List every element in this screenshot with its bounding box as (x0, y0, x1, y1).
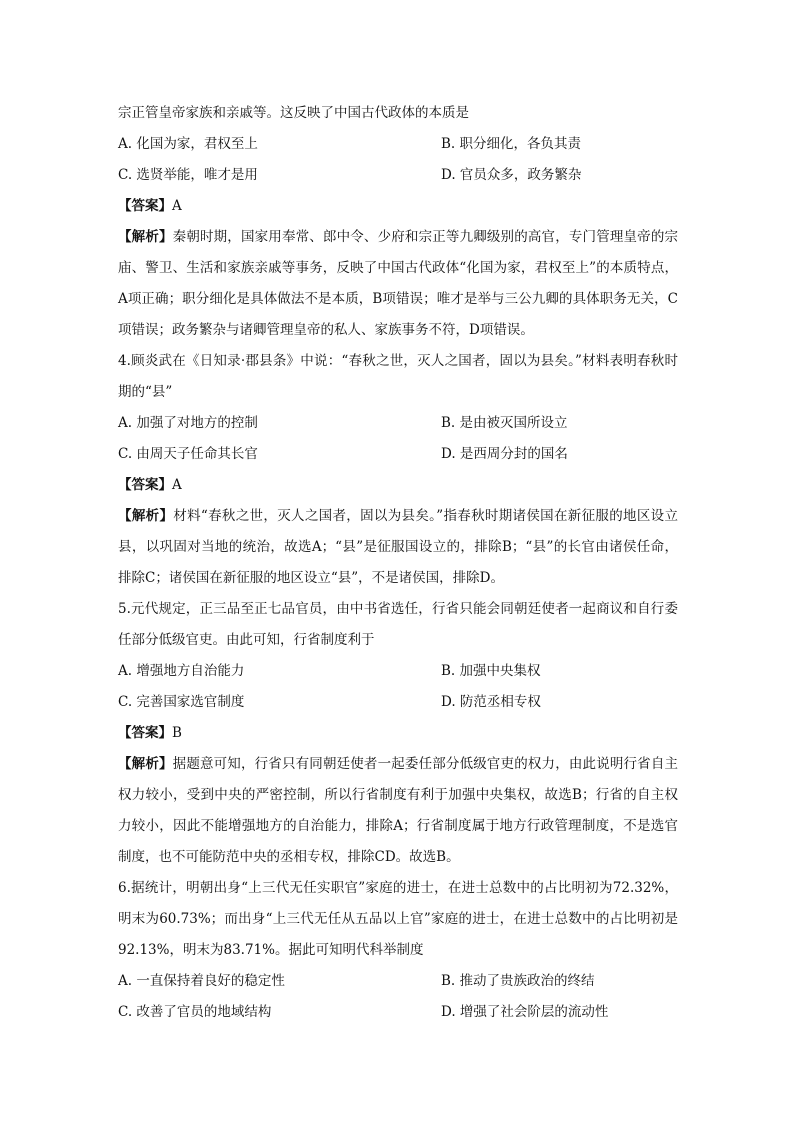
analysis-tag: 【解析】 (118, 508, 174, 524)
question-3-option-c: C. 选贤举能，唯才是用 (118, 167, 258, 183)
question-5-analysis (118, 749, 678, 873)
question-4-analysis (118, 501, 678, 594)
question-5-option-b: B. 加强中央集权 (441, 663, 541, 679)
question-5-stem: 5.元代规定，正三品至正七品官员，由中书省选任，行省只能会同朝廷使者一起商议和自行委任部分低级官吏。由此可知，行省制度利于 (118, 601, 678, 648)
analysis-tag: 【解析】 (118, 229, 173, 245)
question-6-option-d: D. 增强了社会阶层的流动性 (441, 1004, 609, 1020)
question-5-options-row-1 (118, 656, 678, 687)
question-6-stem: 6.据统计，明朝出身“上三代无任实职官”家庭的进士，在进士总数中的占比明初为72.32%，明末为60.73%；而出身“上三代无任从五品以上官”家庭的进士，在进士总数中的占比明初是92.13%，明末为83.71%。据此可知明代科举制度 (118, 880, 678, 958)
answer-value: A (172, 477, 182, 493)
analysis-text: 秦朝时期，国家用奉常、郎中令、少府和宗正等九卿级别的高官，专门管理皇帝的宗庙、警卫、生活和家族亲戚等事务，反映了中国古代政体“化国为家，君权至上”的本质特点，A项正确；职分细化是具体做法不是本质，B项错误；唯才是举与三公九卿的具体职务无关，C项错误；政务繁杂与诸卿管理皇帝的私人、家族事务不符，D项错误。 (118, 229, 679, 338)
question-3-option-a: A. 化国为家，君权至上 (118, 136, 258, 152)
question-5-options-row-2 (118, 687, 678, 718)
question-5-option-d: D. 防范丞相专权 (441, 694, 541, 710)
question-6-options-row-1 (118, 966, 678, 997)
question-5-option-a: A. 增强地方自治能力 (118, 663, 245, 679)
question-4-options-row-2 (118, 439, 678, 470)
answer-tag: 【答案】 (118, 477, 172, 493)
answer-tag: 【答案】 (118, 725, 172, 741)
question-4-options-row-1 (118, 408, 678, 439)
analysis-tag: 【解析】 (118, 756, 173, 772)
analysis-text: 据题意可知，行省只有同朝廷使者一起委任部分低级官吏的权力，由此说明行省自主权力较小，受到中央的严密控制，所以行省制度有利于加强中央集权，故选B；行省的自主权力较小，因此不能增强地方的自治能力，排除A；行省制度属于地方行政管理制度，不是选官制度，也不可能防范中央的丞相专权，排除CD。故选B。 (118, 756, 679, 865)
question-6-options-row-2 (118, 997, 678, 1028)
question-5-option-c: C. 完善国家选官制度 (118, 694, 245, 710)
question-5-answer (118, 718, 678, 749)
question-3-option-b: B. 职分细化，各负其责 (441, 136, 582, 152)
question-3-options-row-1 (118, 129, 678, 160)
question-6-option-a: A. 一直保持着良好的稳定性 (118, 973, 285, 989)
question-4-answer (118, 470, 678, 501)
question-4-option-b: B. 是由被灭国所设立 (441, 415, 568, 431)
question-3-answer (118, 191, 678, 222)
question-6-option-b: B. 推动了贵族政治的终结 (441, 973, 595, 989)
answer-value: B (172, 725, 182, 741)
question-4-option-d: D. 是西周分封的国名 (441, 446, 568, 462)
question-3-analysis (118, 222, 678, 346)
question-4-option-c: C. 由周天子任命其长官 (118, 446, 258, 462)
analysis-text: 材料“春秋之世，灭人之国者，固以为县矣。”指春秋时期诸侯国在新征服的地区设立县，以巩固对当地的统治，故选A；“县”是征服国设立的，排除B；“县”的长官由诸侯任命，排除C；诸侯国在新征服的地区设立“县”，不是诸侯国，排除D。 (118, 508, 678, 586)
question-4-option-a: A. 加强了对地方的控制 (118, 415, 258, 431)
question-4-stem: 4.顾炎武在《日知录·郡县条》中说：“春秋之世，灭人之国者，固以为县矣。”材料表明春秋时期的“县” (118, 353, 678, 400)
answer-value: A (172, 198, 182, 214)
question-3-options-row-2 (118, 160, 678, 191)
document-page (118, 98, 678, 1028)
question-3-option-d: D. 官员众多，政务繁杂 (441, 167, 582, 183)
answer-tag: 【答案】 (118, 198, 172, 214)
question-6-option-c: C. 改善了官员的地域结构 (118, 1004, 272, 1020)
question-3-stem-continuation: 宗正管皇帝家族和亲戚等。这反映了中国古代政体的本质是 (118, 105, 469, 121)
